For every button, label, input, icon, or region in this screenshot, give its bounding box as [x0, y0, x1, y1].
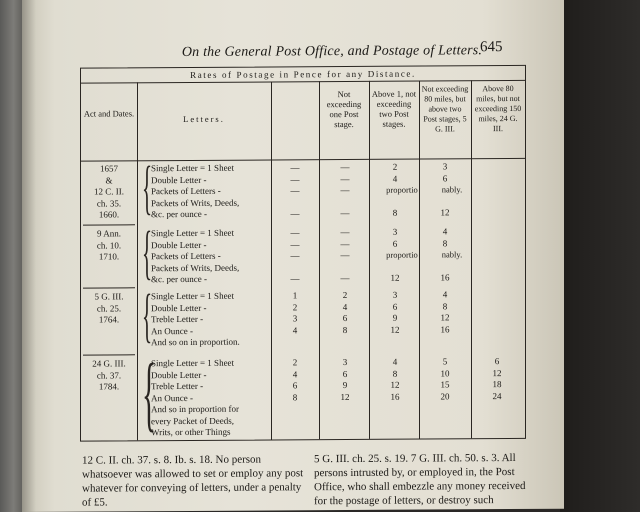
rate-cell: — — [290, 162, 300, 173]
letter-type: Packets of Writs, Deeds, — [151, 197, 240, 208]
rate-cell: 6 — [342, 313, 348, 324]
column-header-act: Act and Dates. — [83, 108, 135, 119]
letter-type: Double Letter - — [151, 369, 207, 380]
act-date-line: 5 G. III. — [94, 291, 124, 302]
rate-cell: 4 — [392, 173, 398, 184]
rate-cell: 3 — [292, 313, 298, 324]
letter-type: Packets of Writs, Deeds, — [151, 262, 240, 273]
letter-type: Double Letter - — [151, 174, 207, 185]
rate-cell: 3 — [442, 161, 448, 172]
rate-cell: 8 — [442, 300, 448, 311]
rate-cell: 5 — [442, 356, 448, 367]
letter-type: Single Letter = 1 Sheet — [151, 162, 235, 174]
rate-cell: — — [290, 238, 300, 249]
rate-cell: 4 — [342, 301, 348, 312]
column-header-letters: Letters. — [183, 113, 225, 125]
rate-cell: 3 — [392, 289, 398, 300]
book-page — [22, 0, 564, 512]
letter-type: An Ounce - — [151, 392, 193, 403]
rate-cell: — — [340, 161, 350, 173]
rate-cell: — — [290, 208, 300, 219]
column-header-150-miles: Above 80 miles, but not exceeding 150 miles, 24 G. III. — [474, 83, 522, 134]
col-divider — [137, 82, 138, 440]
letter-type: Writs, or other Things — [151, 426, 231, 438]
rate-cell: 16 — [390, 391, 400, 402]
rate-cell: 6 — [392, 301, 398, 312]
column-header-one-stage: Not exceeding one Post stage. — [326, 88, 362, 130]
letter-type: Double Letter - — [151, 302, 207, 313]
letter-type: Single Letter = 1 Sheet — [151, 227, 235, 239]
rate-cell: 12 — [390, 272, 400, 283]
rate-cell: 16 — [440, 323, 450, 334]
rate-cell: — — [340, 238, 350, 249]
letter-type: every Packet of Deeds, — [151, 415, 234, 426]
rate-cell: 6 — [494, 356, 500, 367]
rate-cell: 6 — [392, 238, 398, 249]
act-date-line: 24 G. III. — [92, 358, 126, 369]
rate-cell: proportio — [386, 184, 418, 195]
rate-cell: — — [290, 273, 300, 284]
rate-cell: 4 — [442, 289, 448, 300]
rate-cell: 4 — [292, 368, 298, 379]
act-date-line: 1660. — [98, 209, 120, 220]
rate-cell: 6 — [292, 380, 298, 391]
col-divider — [369, 81, 370, 439]
letter-type: Single Letter = 1 Sheet — [151, 290, 235, 302]
rate-cell: 8 — [392, 368, 398, 379]
rate-cell: 6 — [342, 368, 348, 379]
rate-cell: 3 — [342, 357, 348, 368]
letter-type: Packets of Letters - — [151, 250, 221, 262]
rate-cell: proportio — [386, 249, 418, 260]
rate-cell: 8 — [442, 237, 448, 248]
act-date-line: 1710. — [98, 251, 120, 262]
brace-glyph: { — [142, 282, 153, 349]
rate-cell: 2 — [292, 301, 298, 312]
rate-cell: 12 — [390, 324, 400, 335]
group-separator — [83, 224, 135, 225]
body-text-left — [82, 452, 304, 509]
rate-cell: 16 — [440, 272, 450, 283]
postage-rates-table — [80, 65, 526, 442]
rate-cell: — — [340, 249, 350, 261]
rate-cell: — — [290, 185, 300, 196]
rate-cell: — — [340, 184, 350, 196]
act-date-line: ch. 10. — [96, 239, 122, 251]
rate-cell: 9 — [342, 380, 348, 391]
rate-cell: 20 — [440, 390, 450, 401]
body-paragraph-left: 12 C. II. ch. 37. s. 8. Ib. s. 18. No person whatsoever was allowed to set or employ any post whatever for conveying of letters, under a penalty of £5. — [82, 453, 304, 509]
rate-cell: 24 — [492, 390, 502, 401]
rate-cell: 8 — [342, 324, 348, 335]
rate-cell: 12 — [340, 391, 350, 402]
brace-glyph: { — [142, 347, 157, 441]
rate-cell: 4 — [392, 356, 398, 367]
rate-cell: 12 — [440, 312, 450, 323]
column-header-two-stages: Above 1, not exceeding two Post stages. — [371, 88, 417, 129]
rate-cell: nably. — [441, 249, 463, 260]
rate-cell: — — [340, 226, 350, 238]
letter-type: Treble Letter - — [151, 313, 204, 325]
rate-cell: 12 — [390, 379, 400, 390]
group-separator — [83, 287, 135, 288]
rate-cell: 4 — [442, 226, 448, 237]
rate-cell: 8 — [292, 391, 298, 402]
act-date-line: ch. 37. — [96, 369, 122, 381]
letter-type: Single Letter = 1 Sheet — [151, 357, 235, 369]
rate-cell: — — [290, 250, 300, 261]
letter-type: And so on in proportion. — [151, 336, 240, 348]
rate-cell: 12 — [492, 367, 502, 378]
brace-glyph: { — [142, 154, 153, 221]
rate-cell: 2 — [392, 161, 398, 172]
act-date-line: 9 Ann. — [96, 228, 121, 239]
rate-cell: — — [340, 173, 350, 184]
rate-cell: 2 — [342, 290, 348, 301]
rate-cell: — — [290, 173, 300, 184]
page-number: 645 — [480, 39, 503, 56]
rate-cell: 18 — [492, 379, 502, 390]
rate-cell: 2 — [292, 357, 298, 368]
column-header-80-miles: Not exceeding 80 miles, but above two Post stages, 5 G. III. — [421, 84, 469, 134]
rate-cell: 10 — [440, 367, 450, 378]
rate-cell: 3 — [392, 226, 398, 237]
rate-cell: — — [290, 227, 300, 238]
act-date-line: 1657 — [100, 163, 118, 174]
act-date-line: 1764. — [98, 314, 120, 325]
gutter-shadow — [22, 0, 36, 512]
body-paragraph-right: 5 G. III. ch. 25. s. 19. 7 G. III. ch. 50. s. 3. All persons intrusted by, or employed in, the Post Office, who shall embezzle any money received for the postage of letters, or destroy such — [314, 451, 526, 508]
letter-type: Treble Letter - — [151, 380, 204, 392]
letter-type: Double Letter - — [151, 239, 207, 250]
group-separator — [83, 354, 135, 355]
act-date-line: ch. 25. — [96, 302, 122, 314]
rate-cell: 4 — [292, 324, 298, 335]
dark-background — [560, 0, 640, 512]
rate-cell: 8 — [392, 207, 398, 218]
rate-cell: 1 — [292, 290, 298, 301]
rate-cell: 15 — [440, 379, 450, 390]
rate-cell: 9 — [392, 312, 398, 323]
rate-cell: — — [340, 272, 350, 284]
col-divider — [271, 81, 272, 439]
rate-cell: 12 — [440, 207, 450, 218]
letter-type: An Ounce - — [151, 325, 193, 336]
table-banner: Rates of Postage in Pence for any Distance. — [81, 66, 525, 84]
act-date-line: & — [105, 174, 113, 185]
running-title: On the General Post Office, and Postage of Letters. — [181, 43, 483, 61]
act-date-line: 12 C. II. — [94, 186, 124, 197]
col-divider — [319, 81, 320, 439]
rate-cell: 6 — [442, 172, 448, 183]
letter-type: &c. per ounce - — [151, 208, 207, 220]
rate-cell: — — [340, 207, 350, 219]
brace-glyph: { — [142, 219, 153, 286]
letter-type: Packets of Letters - — [151, 185, 221, 197]
act-date-line: 1784. — [98, 381, 120, 392]
letter-type: And so in proportion for — [151, 403, 239, 415]
body-text-right — [314, 451, 536, 508]
act-date-line: ch. 35. — [96, 197, 122, 209]
rate-cell: nably. — [441, 184, 463, 195]
letter-type: &c. per ounce - — [151, 273, 207, 285]
